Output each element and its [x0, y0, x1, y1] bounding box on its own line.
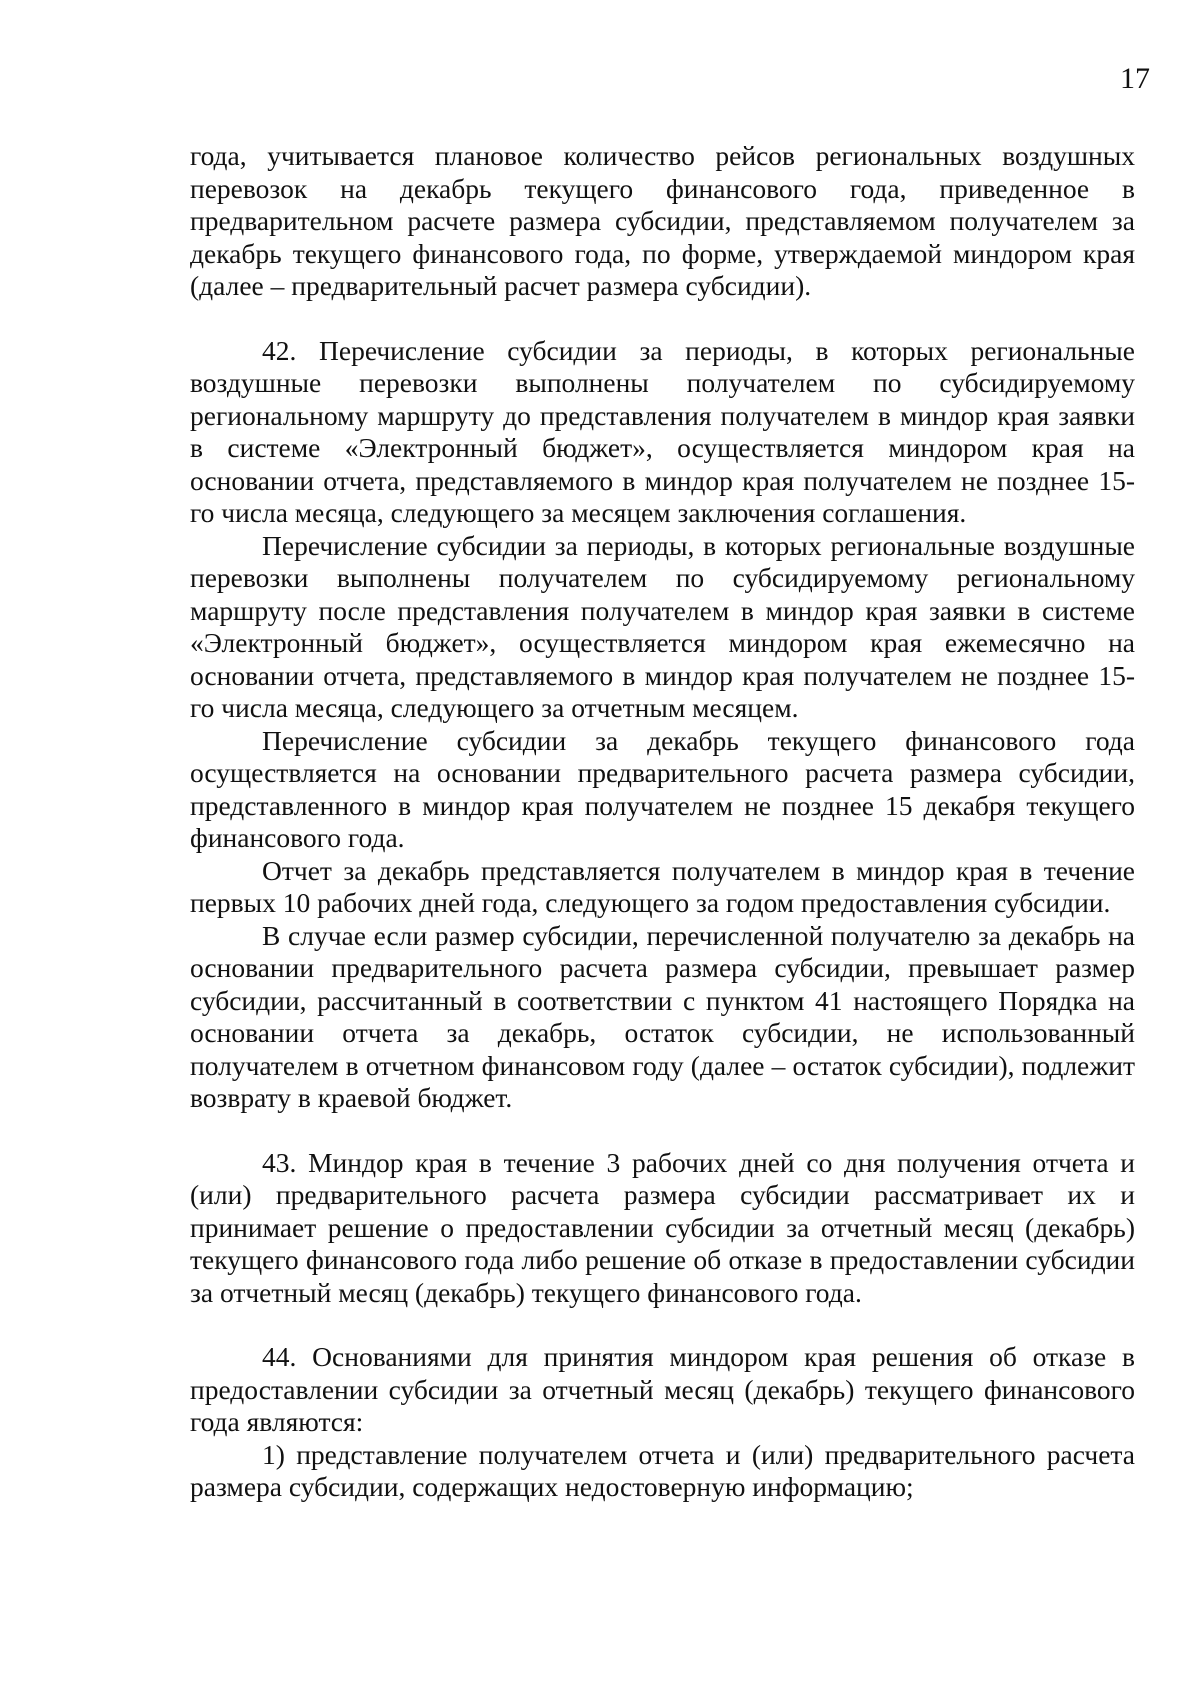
paragraph-42-december-report: Отчет за декабрь представляется получателем в миндор края в течение первых 10 рабочих дней года, следующего за годом предоставления субсидии. — [190, 854, 1135, 918]
paragraph-42-remainder-return: В случае если размер субсидии, перечисленной получателю за декабрь на основании предварительного расчета размера субсидии, превышает размер субсидии, рассчитанный в соответствии с пунктом 41 настоящего Порядка на основании отчета за декабрь, остаток субсидии, не использованный получателем в отчетном финансовом году (далее – остаток субсидии), подлежит возврату в краевой бюджет. — [190, 919, 1135, 1113]
paragraph-item-42: 42. Перечисление субсидии за периоды, в которых региональные воздушные перевозки выполнены получателем по субсидируемому региональному маршруту до представления получателем в миндор края заявки в системе «Электронный бюджет», осуществляется миндором края на основании отчета, представляемого в миндор края получателем не позднее 15-го числа месяца, следующего за месяцем заключения соглашения. — [190, 334, 1135, 528]
paragraph-42-december-transfer: Перечисление субсидии за декабрь текущего финансового года осуществляется на основании предварительного расчета размера субсидии, представленного в миндор края получателем не позднее 15 декабря текущего финансового года. — [190, 724, 1135, 853]
paragraph-continuation: года, учитывается плановое количество рейсов региональных воздушных перевозок на декабрь текущего финансового года, приведенное в предварительном расчете размера субсидии, представляемом получателем за декабрь текущего финансового года, по форме, утверждаемой миндором края (далее – предварительный расчет размера субсидии). — [190, 140, 1135, 301]
paragraph-42-transfer-after-application: Перечисление субсидии за периоды, в которых региональные воздушные перевозки выполнены получателем по субсидируемому региональному маршруту после представления получателем в миндор края заявки в системе «Электронный бюджет», осуществляется миндором края ежемесячно на основании отчета, представляемого в миндор края получателем не позднее 15-го числа месяца, следующего за отчетным месяцем. — [190, 529, 1135, 723]
document-body — [190, 140, 1135, 1504]
paragraph-item-43: 43. Миндор края в течение 3 рабочих дней со дня получения отчета и (или) предварительного расчета размера субсидии рассматривает их и принимает решение о предоставлении субсидии за отчетный месяц (декабрь) текущего финансового года либо решение об отказе в предоставлении субсидии за отчетный месяц (декабрь) текущего финансового года. — [190, 1146, 1135, 1308]
paragraph-44-subitem-1: 1) представление получателем отчета и (или) предварительного расчета размера субсидии, содержащих недостоверную информацию; — [190, 1438, 1135, 1502]
paragraph-item-44: 44. Основаниями для принятия миндором края решения об отказе в предоставлении субсидии за отчетный месяц (декабрь) текущего финансового года являются: — [190, 1341, 1135, 1437]
page-number: 17 — [1120, 62, 1150, 95]
